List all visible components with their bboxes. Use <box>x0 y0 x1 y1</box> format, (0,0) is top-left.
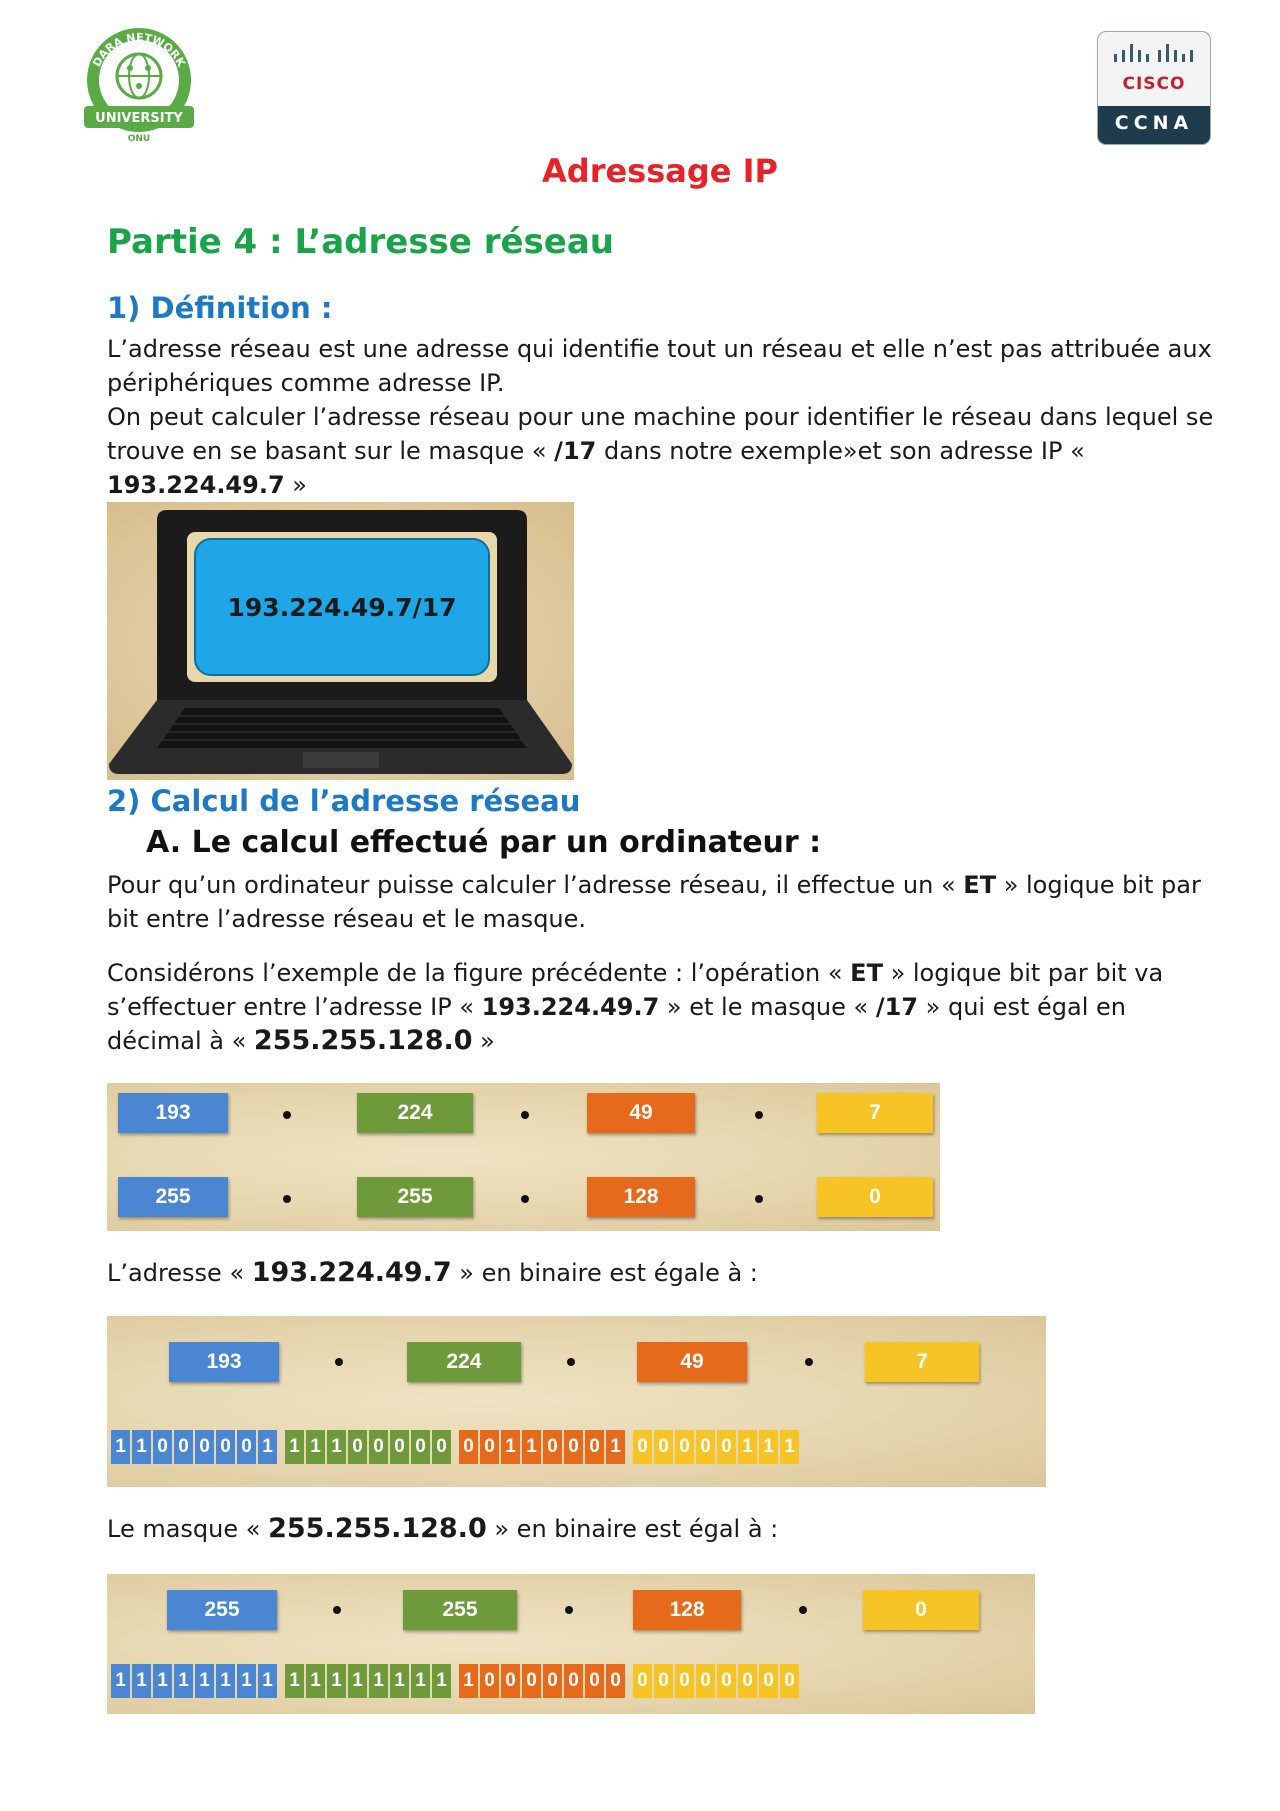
mask-bit: 1 <box>111 1664 130 1698</box>
ip-binary-caption: L’adresse « 193.224.49.7 » en binaire est égale à : <box>107 1257 758 1288</box>
ip-bit: 0 <box>675 1430 694 1464</box>
mask-octet-3: 128 <box>587 1177 695 1217</box>
dot-separator <box>521 1195 529 1203</box>
mask-bit: 0 <box>738 1664 757 1698</box>
mask-bit: 1 <box>348 1664 367 1698</box>
ip-bit: 0 <box>348 1430 367 1464</box>
mask-bit: 0 <box>522 1664 541 1698</box>
mask-bit: 0 <box>717 1664 736 1698</box>
mask-bit: 0 <box>759 1664 778 1698</box>
mask-bit: 0 <box>696 1664 715 1698</box>
mask-octet-4: 0 <box>863 1590 979 1630</box>
mask-bit: 1 <box>237 1664 256 1698</box>
ip-bit: 0 <box>633 1430 652 1464</box>
dot-separator <box>567 1358 575 1366</box>
mask-binary-figure <box>107 1574 1035 1714</box>
mask-octet-4: 0 <box>817 1177 933 1217</box>
ip-bit: 0 <box>432 1430 451 1464</box>
mask-bit: 0 <box>564 1664 583 1698</box>
ip-bit: 1 <box>327 1430 346 1464</box>
mask-bit: 1 <box>153 1664 172 1698</box>
ip-bit: 0 <box>369 1430 388 1464</box>
dot-separator <box>565 1606 573 1614</box>
mask-bit: 1 <box>132 1664 151 1698</box>
mask-bit: 0 <box>480 1664 499 1698</box>
dot-separator <box>521 1111 529 1119</box>
ip-octet-1: 193 <box>169 1342 279 1382</box>
ip-octet-3: 49 <box>587 1093 695 1133</box>
ip-bit: 0 <box>654 1430 673 1464</box>
mask-bit: 1 <box>285 1664 304 1698</box>
ip-bit: 0 <box>174 1430 193 1464</box>
dara-network-university-logo <box>78 22 200 146</box>
mask-value: /17 <box>554 437 597 465</box>
ip-octet-4: 7 <box>865 1342 979 1382</box>
ip-bit: 1 <box>759 1430 778 1464</box>
document-title: Adressage IP <box>542 152 778 190</box>
mask-octet-2: 255 <box>403 1590 517 1630</box>
mask-bit: 1 <box>459 1664 478 1698</box>
dot-separator <box>755 1111 763 1119</box>
dot-separator <box>333 1606 341 1614</box>
mask-bit: 1 <box>195 1664 214 1698</box>
dot-separator <box>283 1195 291 1203</box>
mask-bit: 1 <box>369 1664 388 1698</box>
ip-octet-2: 224 <box>407 1342 521 1382</box>
ip-bit: 0 <box>696 1430 715 1464</box>
mask-octet-1: 255 <box>118 1177 228 1217</box>
ip-bit: 1 <box>606 1430 625 1464</box>
mask-bit: 0 <box>501 1664 520 1698</box>
cisco-ccna-logo <box>1098 32 1210 144</box>
calculation-intro-paragraph: On peut calculer l’adresse réseau pour une machine pour identifier le réseau dans lequel se trouve en se basant sur le masque « /17 dans notre exemple»et son adresse IP « 193.224.49.7 » <box>107 403 1214 499</box>
ip-bit: 0 <box>717 1430 736 1464</box>
mask-bit: 0 <box>633 1664 652 1698</box>
svg-text:UNIVERSITY: UNIVERSITY <box>95 111 183 126</box>
laptop-screen-text: 193.224.49.7/17 <box>227 593 457 622</box>
ip-bit: 1 <box>522 1430 541 1464</box>
definition-paragraph: L’adresse réseau est une adresse qui identifie tout un réseau et elle n’est pas attribuée aux périphériques comme adresse IP. <box>107 335 1212 397</box>
dot-separator <box>283 1111 291 1119</box>
section-calculation-heading: 2) Calcul de l’adresse réseau <box>107 784 581 818</box>
mask-binary-caption: Le masque « 255.255.128.0 » en binaire est égal à : <box>107 1513 779 1544</box>
ip-bit: 0 <box>153 1430 172 1464</box>
mask-bit: 0 <box>606 1664 625 1698</box>
ip-bit: 1 <box>501 1430 520 1464</box>
svg-text:DARA NETWORK: DARA NETWORK <box>90 30 188 69</box>
cisco-bars-icon <box>1112 42 1196 64</box>
ip-bit: 0 <box>480 1430 499 1464</box>
ip-and-mask-octets-figure <box>107 1083 940 1231</box>
subsection-a-heading: A. Le calcul effectué par un ordinateur : <box>146 825 822 860</box>
ip-bit: 0 <box>237 1430 256 1464</box>
laptop-illustration <box>107 502 574 780</box>
mask-bit: 0 <box>780 1664 799 1698</box>
mask-bit: 1 <box>390 1664 409 1698</box>
ip-bit: 1 <box>306 1430 325 1464</box>
ip-bit: 1 <box>285 1430 304 1464</box>
mask-bit: 1 <box>327 1664 346 1698</box>
mask-bits-row <box>111 1664 799 1698</box>
mask-bit: 0 <box>585 1664 604 1698</box>
ip-bit: 1 <box>111 1430 130 1464</box>
ip-bit: 0 <box>585 1430 604 1464</box>
ip-bit: 0 <box>459 1430 478 1464</box>
ip-octet-1: 193 <box>118 1093 228 1133</box>
mask-bit: 1 <box>306 1664 325 1698</box>
svg-text:ONU: ONU <box>127 134 151 144</box>
part-heading: Partie 4 : L’adresse réseau <box>107 222 614 262</box>
ip-value: 193.224.49.7 <box>107 471 285 499</box>
mask-octet-1: 255 <box>167 1590 277 1630</box>
mask-bit: 1 <box>411 1664 430 1698</box>
ip-binary-figure <box>107 1316 1046 1487</box>
mask-bit: 1 <box>258 1664 277 1698</box>
ip-bits-row <box>111 1430 799 1464</box>
ip-bit: 1 <box>132 1430 151 1464</box>
ip-bit: 0 <box>390 1430 409 1464</box>
mask-bit: 1 <box>174 1664 193 1698</box>
example-paragraph: Considérons l’exemple de la figure précédente : l’opération « ET » logique bit par bit va s’effectuer entre l’adresse IP « 193.224.49.7 » et le masque « /17 » qui est égal en décimal à « 255.255.128.0 » <box>107 959 1164 1056</box>
mask-octet-2: 255 <box>357 1177 473 1217</box>
section-definition-heading: 1) Définition : <box>107 291 333 325</box>
mask-bit: 0 <box>543 1664 562 1698</box>
dot-separator <box>755 1195 763 1203</box>
ip-bit: 0 <box>564 1430 583 1464</box>
ip-bit: 1 <box>738 1430 757 1464</box>
mask-octet-3: 128 <box>633 1590 741 1630</box>
ip-bit: 1 <box>780 1430 799 1464</box>
ip-octet-4: 7 <box>817 1093 933 1133</box>
ip-bit: 0 <box>543 1430 562 1464</box>
mask-bit: 1 <box>432 1664 451 1698</box>
ip-bit: 0 <box>195 1430 214 1464</box>
ip-bit: 0 <box>216 1430 235 1464</box>
ccna-label: CCNA <box>1114 112 1194 134</box>
ip-bit: 0 <box>411 1430 430 1464</box>
mask-bit: 0 <box>654 1664 673 1698</box>
ip-octet-2: 224 <box>357 1093 473 1133</box>
dot-separator <box>805 1358 813 1366</box>
mask-bit: 1 <box>216 1664 235 1698</box>
ip-octet-3: 49 <box>637 1342 747 1382</box>
mask-bit: 0 <box>675 1664 694 1698</box>
dot-separator <box>799 1606 807 1614</box>
dot-separator <box>335 1358 343 1366</box>
cisco-wordmark: CISCO <box>1122 74 1186 94</box>
logical-and-paragraph: Pour qu’un ordinateur puisse calculer l’adresse réseau, il effectue un « ET » logique bit par bit entre l’adresse réseau et le masque. <box>107 871 1201 933</box>
ip-bit: 1 <box>258 1430 277 1464</box>
